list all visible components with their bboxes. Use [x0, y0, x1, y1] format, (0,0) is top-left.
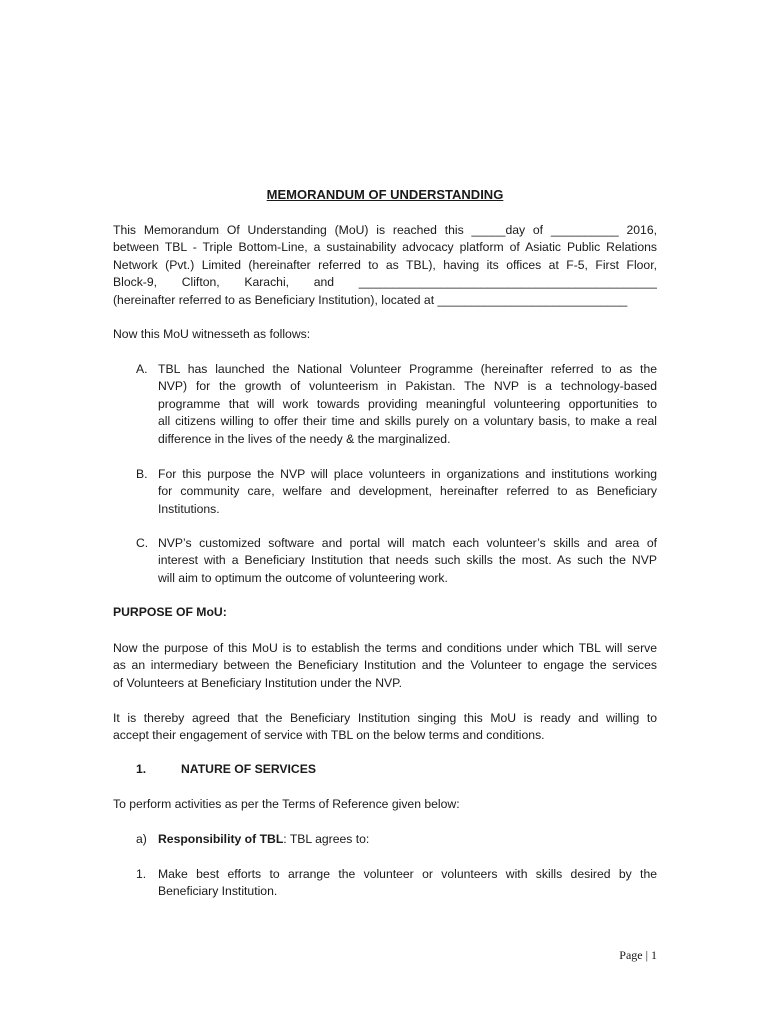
clause-marker: C.	[136, 536, 149, 550]
numbered-marker: 1.	[136, 867, 147, 881]
agreed-line: accept their engagement of service with TBL on the below terms and conditions.	[113, 728, 545, 743]
clause-line: will aim to optimum the outcome of volunteering work.	[158, 570, 448, 585]
clause-body	[158, 466, 657, 518]
purpose-line: Now the purpose of this MoU is to establish the terms and conditions under which TBL will serve	[113, 641, 657, 655]
intro-line: Network (Pvt.) Limited (hereinafter referred to as TBL), having its offices at F-5, First Floor,	[113, 257, 657, 272]
agreed-line: It is thereby agreed that the Beneficiary Institution singing this MoU is ready and willing to	[113, 711, 657, 725]
intro-line: (hereinafter referred to as Beneficiary Institution), located at ____________________________	[113, 292, 628, 307]
section-number: 1.	[136, 762, 147, 776]
responsibility-marker: a)	[136, 832, 147, 846]
clause-line: interest with a Beneficiary Institution that needs such skills the most. As such the NVP	[158, 553, 657, 568]
intro-line: This Memorandum Of Understanding (MoU) is reached this _____day of __________ 2016,	[113, 223, 657, 237]
witnesseth-line	[113, 326, 657, 343]
clause-body	[158, 361, 657, 448]
clause-marker: B.	[136, 467, 148, 481]
witnesseth-text: Now this MoU witnesseth as follows:	[113, 327, 311, 341]
activities-text: To perform activities as per the Terms of Reference given below:	[113, 797, 460, 811]
clause-line: For this purpose the NVP will place volunteers in organizations and institutions working	[158, 467, 657, 481]
agreed-paragraph	[113, 710, 657, 745]
purpose-line: as an intermediary between the Beneficiary Institution and the Volunteer to engage the services	[113, 658, 657, 673]
clause-marker: A.	[136, 362, 148, 376]
clause-line: difference in the lives of the needy & the marginalized.	[158, 431, 451, 446]
clause-line: Institutions.	[158, 501, 220, 516]
responsibility-text: : TBL agrees to:	[283, 832, 370, 846]
clause-line: for community care, welfare and development, hereinafter referred to as Beneficiary	[158, 484, 657, 499]
document-title: MEMORANDUM OF UNDERSTANDING	[266, 187, 504, 202]
clause-line: programme that will work towards providing meaningful volunteering opportunities to	[158, 396, 657, 411]
clause-line: NVP) for the growth of volunteerism in Pakistan. The NVP is a technology-based	[158, 379, 657, 394]
purpose-heading: PURPOSE OF MoU:	[113, 605, 227, 619]
section-title: NATURE OF SERVICES	[181, 762, 316, 776]
numbered-body	[158, 866, 657, 901]
intro-line: between TBL - Triple Bottom-Line, a sustainability advocacy platform of Asiatic Public Relations	[113, 240, 657, 255]
numbered-line: Make best efforts to arrange the volunteer or volunteers with skills desired by the	[158, 867, 657, 881]
clause-line: TBL has launched the National Volunteer Programme (hereinafter referred to as the	[158, 362, 657, 376]
clause-body	[158, 535, 657, 587]
responsibility-body	[158, 831, 657, 848]
activities-line	[113, 796, 657, 813]
clause-line: NVP’s customized software and portal will match each volunteer’s skills and area of	[158, 536, 657, 550]
intro-line: Block-9, Clifton, Karachi, and ____________________________________________	[113, 275, 657, 290]
numbered-line: Beneficiary Institution.	[158, 884, 278, 899]
clause-line: all citizens willing to offer their time and skills purely on a voluntary basis, to make a real	[158, 414, 657, 429]
purpose-paragraph	[113, 640, 657, 692]
purpose-line: of Volunteers at Beneficiary Institution under the NVP.	[113, 675, 403, 690]
intro-paragraph	[113, 222, 657, 309]
responsibility-label: Responsibility of TBL	[158, 832, 284, 846]
page-number-footer: Page | 1	[619, 948, 657, 962]
